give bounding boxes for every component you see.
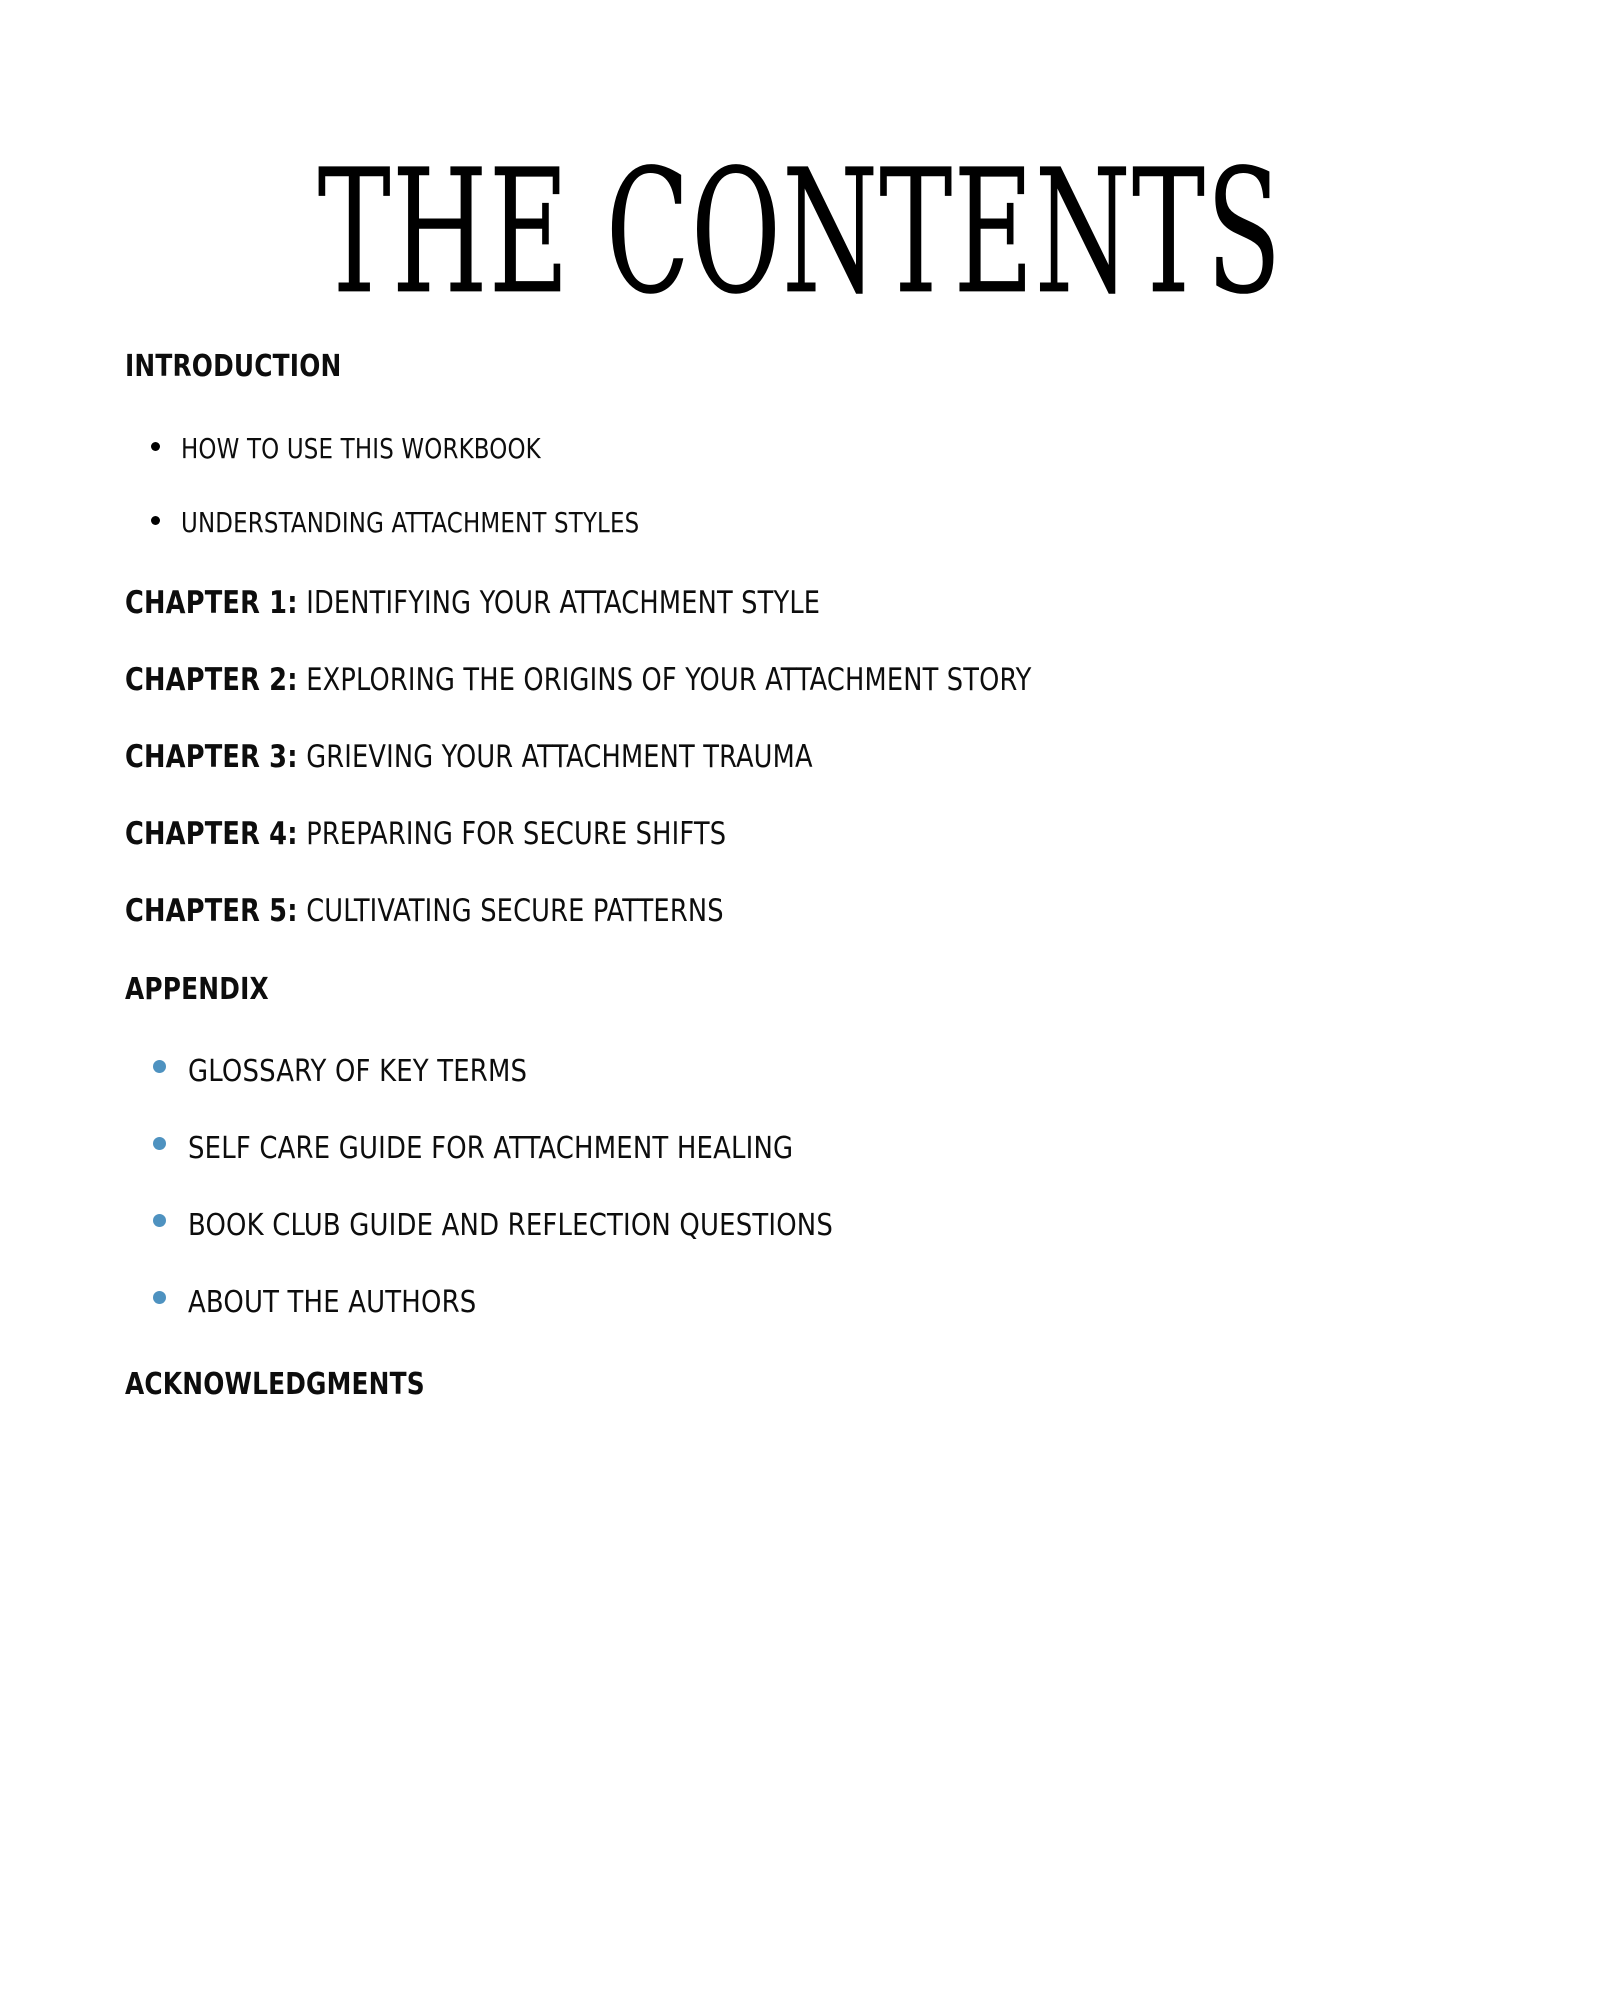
chapter-title: EXPLORING THE ORIGINS OF YOUR ATTACHMENT STORY [306, 662, 1032, 698]
bullet-dot-icon [151, 516, 160, 525]
chapter-title: PREPARING FOR SECURE SHIFTS [306, 816, 727, 852]
chapter-label: CHAPTER 1: [125, 585, 298, 621]
bullet-dot-icon [151, 442, 160, 451]
chapter-entry-5[interactable] [125, 893, 1413, 929]
list-item[interactable] [151, 506, 1525, 539]
list-item-label: BOOK CLUB GUIDE AND REFLECTION QUESTIONS [188, 1208, 834, 1243]
chapter-title: IDENTIFYING YOUR ATTACHMENT STYLE [306, 585, 821, 621]
chapter-title: GRIEVING YOUR ATTACHMENT TRAUMA [306, 739, 813, 775]
chapter-label: CHAPTER 4: [125, 816, 298, 852]
table-of-contents [125, 349, 1525, 1402]
list-item[interactable] [153, 1054, 1525, 1089]
bullet-dot-icon [153, 1214, 166, 1227]
list-item[interactable] [153, 1208, 1525, 1243]
chapter-entry-2[interactable] [125, 662, 1413, 698]
page-title-block [0, 133, 1600, 333]
list-item-label: SELF CARE GUIDE FOR ATTACHMENT HEALING [188, 1131, 794, 1166]
section-heading-acknowledgments[interactable]: ACKNOWLEDGMENTS [125, 1367, 425, 1402]
list-item-label: HOW TO USE THIS WORKBOOK [181, 432, 541, 465]
chapter-label: CHAPTER 5: [125, 893, 298, 929]
list-item[interactable] [153, 1131, 1525, 1166]
page-title: THE CONTENTS [317, 133, 1283, 333]
list-item[interactable] [151, 432, 1525, 465]
list-item-label: ABOUT THE AUTHORS [188, 1285, 477, 1320]
chapter-title: CULTIVATING SECURE PATTERNS [306, 893, 724, 929]
chapter-label: CHAPTER 3: [125, 739, 298, 775]
chapter-entry-3[interactable] [125, 739, 1413, 775]
bullet-dot-icon [153, 1060, 166, 1073]
list-item-label: GLOSSARY OF KEY TERMS [188, 1054, 528, 1089]
list-item-label: UNDERSTANDING ATTACHMENT STYLES [181, 506, 640, 539]
bullet-dot-icon [153, 1291, 166, 1304]
bullet-dot-icon [153, 1137, 166, 1150]
list-item[interactable] [153, 1285, 1525, 1320]
section-heading-introduction[interactable]: INTRODUCTION [125, 349, 342, 384]
chapter-label: CHAPTER 2: [125, 662, 298, 698]
chapter-entry-4[interactable] [125, 816, 1413, 852]
section-heading-appendix[interactable]: APPENDIX [125, 972, 269, 1007]
chapter-entry-1[interactable] [125, 585, 1413, 621]
